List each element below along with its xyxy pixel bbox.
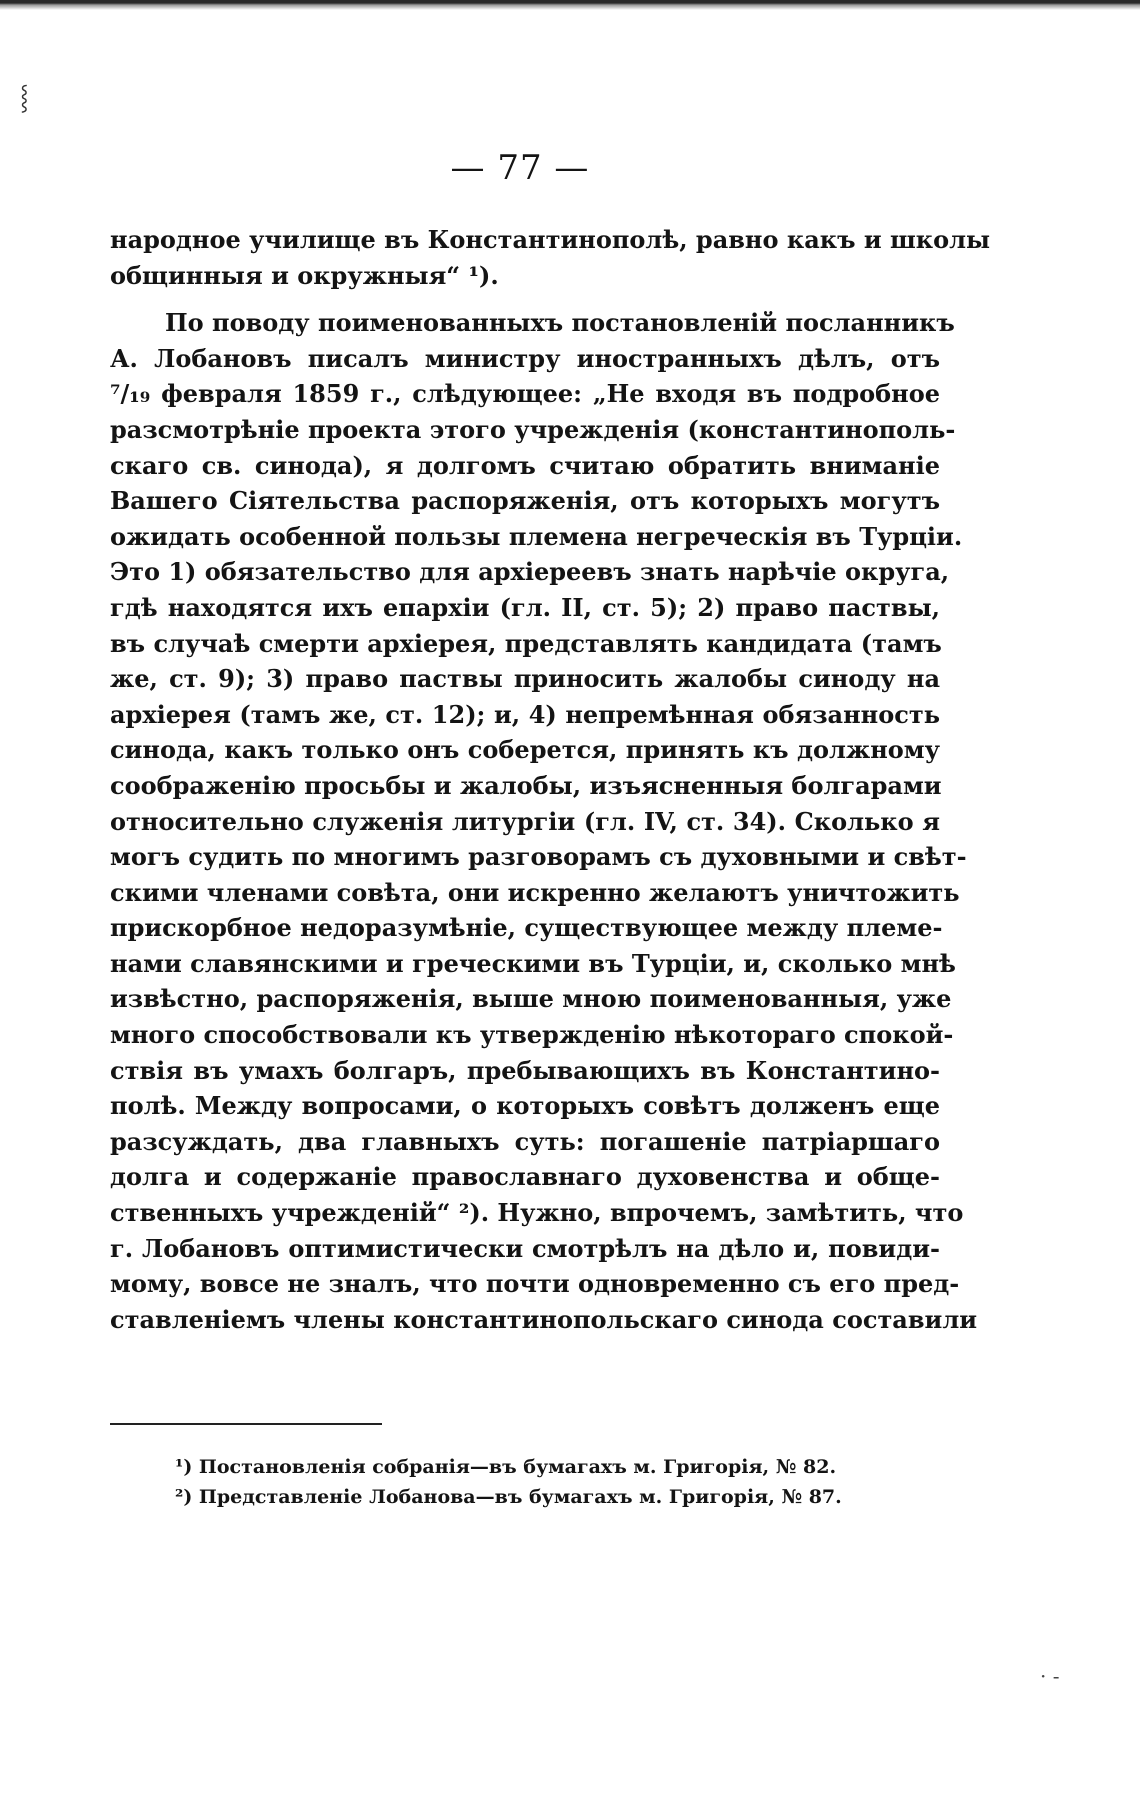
page-number: — 77 — — [450, 148, 590, 188]
paragraph-gap — [110, 293, 940, 305]
footnote-1: ¹) Постановленія собранія—въ бумагахъ м. Григорія, № 82. — [175, 1456, 837, 1478]
text-line: Это 1) обязательство для архіереевъ знать нарѣчіе округа, — [110, 557, 950, 587]
text-line: соображенію просьбы и жалобы, изъясненныя болгарами — [110, 770, 942, 800]
text-line: прискорбное недоразумѣніе, существующее между племе- — [110, 913, 943, 943]
text-line: ожидать особенной пользы племена негреческія въ Турціи. — [110, 521, 963, 551]
text-line: нами славянскими и греческими въ Турціи, и, сколько мнѣ — [110, 948, 956, 978]
text-line: разсуждать, два главныхъ суть: погашеніе патріаршаго — [110, 1126, 940, 1156]
text-line: синода, какъ только онъ соберется, принять къ должному — [110, 735, 940, 765]
text-line: полѣ. Между вопросами, о которыхъ совѣтъ долженъ еще — [110, 1091, 940, 1121]
top-scan-rule — [0, 0, 1140, 10]
text-line: архіерея (тамъ же, ст. 12); и, 4) непремѣнная обязанность — [110, 699, 940, 729]
text-line: мому, вовсе не зналъ, что почти одновременно съ его пред- — [110, 1269, 960, 1299]
text-line: извѣстно, распоряженія, выше мною поименованныя, уже — [110, 984, 952, 1014]
scan-speck: · - — [1040, 1664, 1060, 1688]
text-line: общинныя и окружныя“ ¹). — [110, 260, 499, 290]
text-line: ствія въ умахъ болгаръ, пребывающихъ въ Константино- — [110, 1055, 940, 1085]
text-line: много способствовали къ утвержденію нѣкотораго спокой- — [110, 1020, 954, 1050]
body-text — [110, 222, 991, 1337]
footnotes — [175, 1452, 842, 1512]
text-line: ственныхъ учрежденій“ ²). Нужно, впрочемъ, замѣтить, что — [110, 1198, 964, 1228]
footnote-separator — [110, 1423, 382, 1425]
text-line: въ случаѣ смерти архіерея, представлять кандидата (тамъ — [110, 628, 942, 658]
text-line: же, ст. 9); 3) право паствы приносить жалобы синоду на — [110, 664, 940, 694]
text-line: г. Лобановъ оптимистически смотрѣлъ на дѣло и, повиди- — [110, 1233, 940, 1263]
text-line: долга и содержаніе православнаго духовенства и обще- — [110, 1162, 940, 1192]
text-line: народное училище въ Константинополѣ, равно какъ и школы — [110, 225, 991, 254]
text-line: скими членами совѣта, они искренно желаютъ уничтожить — [110, 877, 960, 907]
text-line: Вашего Сіятельства распоряженія, отъ которыхъ могутъ — [110, 486, 940, 516]
text-line: разсмотрѣніе проекта этого учрежденія (константинополь- — [110, 414, 956, 444]
text-line: ставленіемъ члены константинопольскаго синода составили — [110, 1304, 978, 1334]
text-line: А. Лобановъ писалъ министру иностранныхъ дѣлъ, отъ — [110, 343, 940, 373]
text-line: скаго св. синода), я долгомъ считаю обратить вниманіе — [110, 450, 940, 480]
text-line: относительно служенія литургіи (гл. IV, ст. 34). Сколько я — [110, 806, 940, 836]
text-line: могъ судить по многимъ разговорамъ съ духовными и свѣт- — [110, 842, 967, 872]
text-line: гдѣ находятся ихъ епархіи (гл. II, ст. 5); 2) право паствы, — [110, 592, 940, 622]
text-line: ⁷/₁₉ февраля 1859 г., слѣдующее: „Не входя въ подробное — [110, 379, 940, 409]
margin-mark: ⸾ — [20, 83, 29, 111]
text-line: По поводу поименованныхъ постановленій посланникъ — [165, 308, 955, 338]
footnote-2: ²) Представленіе Лобанова—въ бумагахъ м. Григорія, № 87. — [175, 1486, 842, 1508]
